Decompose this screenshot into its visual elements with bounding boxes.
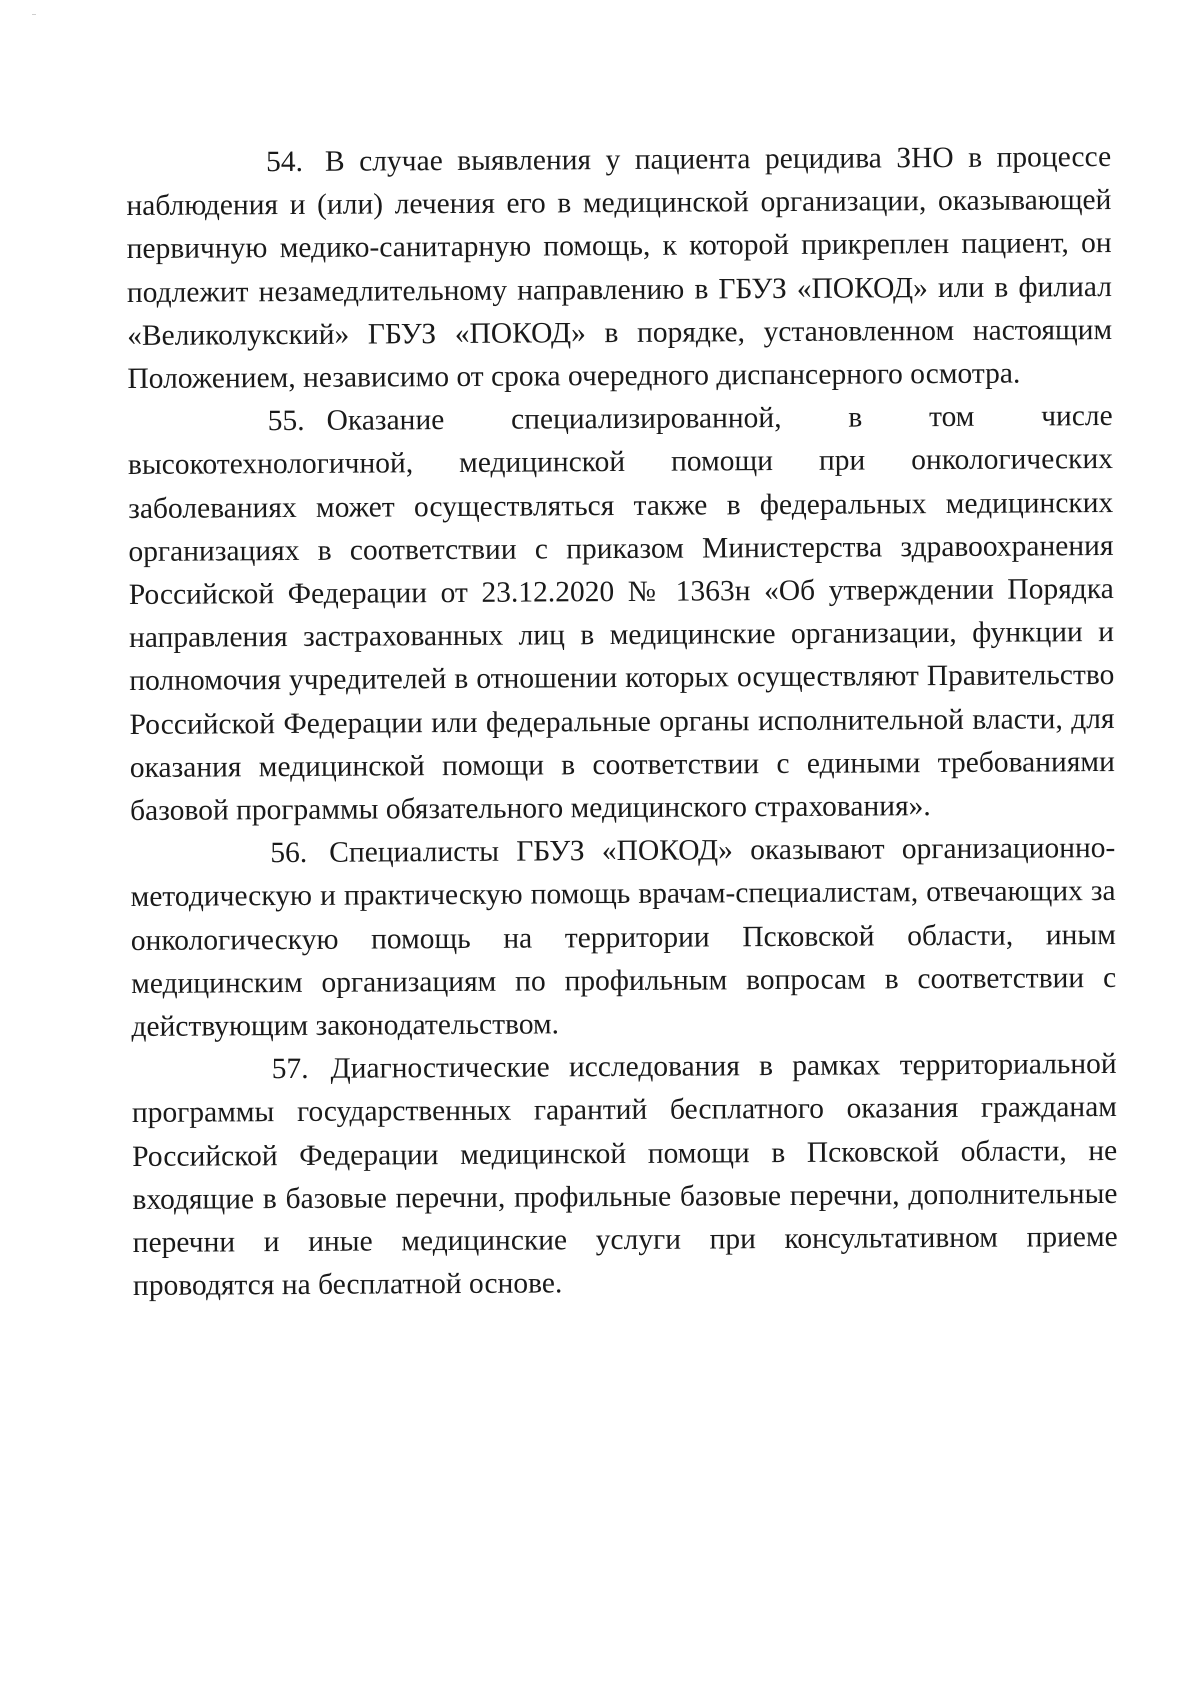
paragraph-text: Специалисты ГБУЗ «ПОКОД» оказывают организационно-методическую и практическую помощь врачам-специалистам, отвечающих за онкологическую помощь на территории Псковской области, иным медицинским организациям по профильным вопросам в соответствии с действующим законодательством. — [130, 832, 1117, 1044]
paragraph-54 — [126, 136, 1113, 401]
paragraph-56 — [130, 827, 1116, 1049]
paragraph-text: Оказание специализированной, в том числе высокотехнологичной, медицинской помощи при онкологических заболеваниях может осуществляться также в федеральных медицинских организациях в соответствии с приказом Министерства здравоохранения Российской Федерации от 23.12.2020 № 1363н «Об утверждении Порядка направления застрахованных лиц в медицинские организации, функции и полномочия учредителей в отношении которых осуществляют Правительство Российской Федерации или федеральные органы исполнительной власти, для оказания медицинской помощи в соответствии с едиными требованиями базовой программы обязательного медицинского страхования». — [127, 400, 1115, 828]
paragraph-number: 56. — [270, 837, 308, 870]
paragraph-55 — [128, 395, 1116, 833]
paragraph-number: 54. — [266, 145, 304, 179]
paragraph-57 — [132, 1043, 1119, 1308]
paragraph-text: Диагностические исследования в рамках территориальной программы государственных гарантий бесплатного оказания гражданам Российской Федерации медицинской помощи в Псковской области, не входящие в базовые перечни, профильные базовые перечни, дополнительные перечни и иные медицинские услуги при консультативном приеме проводятся на бесплатной основе. — [131, 1048, 1118, 1303]
paragraph-number: 57. — [271, 1053, 309, 1086]
paragraph-number: 55. — [267, 405, 305, 438]
scan-artifact — [32, 14, 36, 15]
paragraph-text: В случае выявления у пациента рецидива ЗНО в процессе наблюдения и (или) лечения его в медицинской организации, оказывающей первичную медико-санитарную помощь, к которой прикреплен пациент, он подлежит незамедлительному направлению в ГБУЗ «ПОКОД» или в филиал «Великолукский» ГБУЗ «ПОКОД» в порядке, установленном настоящим Положением, независимо от срока очередного диспансерного осмотра. — [126, 140, 1113, 396]
document-body — [126, 136, 1118, 1308]
